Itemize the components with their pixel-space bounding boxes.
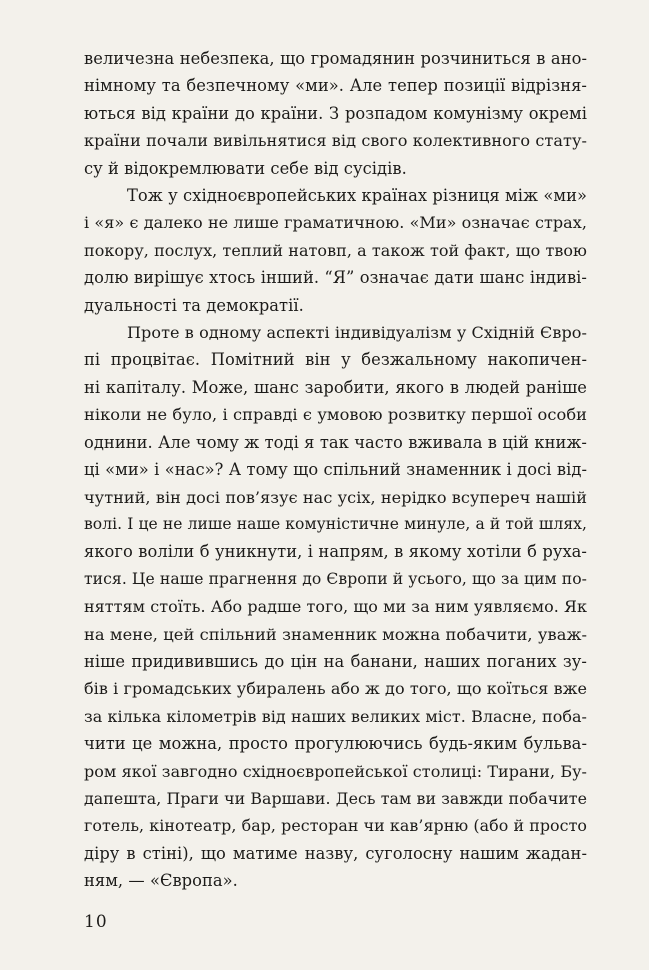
text-line: німному та безпечному «ми». Але тепер позиції відрізня-: [84, 76, 587, 96]
text-line: волі. І це не лише наше комуністичне минуле, а й той шлях,: [84, 514, 587, 533]
text-line: ніколи не було, і справді є умовою розвитку першої особи: [84, 405, 587, 425]
text-line: величезна небезпека, що громадянин розчиниться в ано-: [84, 49, 587, 68]
text-line: ніше придивившись до цін на банани, наших поганих зу-: [84, 651, 587, 671]
text-line: ням, — «Європа».: [84, 871, 238, 891]
text-line: ці «ми» і «нас»? А тому що спільний знаменник і досі від-: [84, 460, 587, 480]
text-line: бів і громадських убиралень або ж до того, що коїться вже: [84, 679, 587, 699]
text-line: ні капіталу. Може, шанс заробити, якого в людей раніше: [84, 377, 587, 397]
text-line: няттям стоїть. Або радше того, що ми за ним уявляємо. Як: [84, 597, 587, 617]
paragraph: [84, 45, 587, 182]
text-line: пі процвітає. Помітний він у безжальному накопичен-: [84, 350, 587, 370]
text-line: чутний, він досі пов’язує нас усіх, нерідко всупереч нашій: [84, 487, 587, 507]
text-line: Тож у східноєвропейських країнах різниця між «ми»: [127, 186, 587, 206]
text-line: Проте в одному аспекті індивідуалізм у Східній Євро-: [127, 323, 587, 343]
text-line: на мене, цей спільний знаменник можна побачити, уваж-: [84, 624, 587, 644]
text-line: покору, послух, теплий натовп, а також той факт, що твою: [84, 240, 587, 260]
text-line: долю вирішує хтось інший. “Я” означає дати шанс індиві-: [84, 268, 587, 288]
paragraph: [84, 319, 587, 895]
page-number: 10: [84, 912, 108, 932]
text-line: су й відокремлювати себе від сусідів.: [84, 158, 407, 178]
text-line: діру в стіні), що матиме назву, суголосну нашим жадан-: [84, 843, 587, 863]
text-line: дапешта, Праги чи Варшави. Десь там ви завжди побачите: [84, 788, 587, 808]
body-text: [84, 45, 587, 895]
text-line: готель, кінотеатр, бар, ресторан чи кав’ярню (або й просто: [84, 816, 587, 836]
text-line: ром якої завгодно східноєвропейської столиці: Тирани, Бу-: [84, 761, 587, 781]
paragraph: [84, 182, 587, 319]
text-line: і «я» є далеко не лише граматичною. «Ми» означає страх,: [84, 213, 587, 233]
text-line: за кілька кілометрів від наших великих міст. Власне, поба-: [84, 706, 587, 726]
text-line: чити це можна, просто прогулюючись будь-яким бульва-: [84, 734, 587, 754]
text-line: тися. Це наше прагнення до Європи й усього, що за цим по-: [84, 569, 587, 588]
text-line: дуальності та демократії.: [84, 295, 304, 315]
text-line: якого воліли б уникнути, і напрям, в якому хотіли б руха-: [84, 542, 587, 562]
text-line: країни почали вивільнятися від свого колективного стату-: [84, 131, 587, 151]
text-line: однини. Але чому ж тоді я так часто вживала в цій книж-: [84, 432, 587, 452]
text-line: ються від країни до країни. З розпадом комунізму окремі: [84, 103, 587, 123]
